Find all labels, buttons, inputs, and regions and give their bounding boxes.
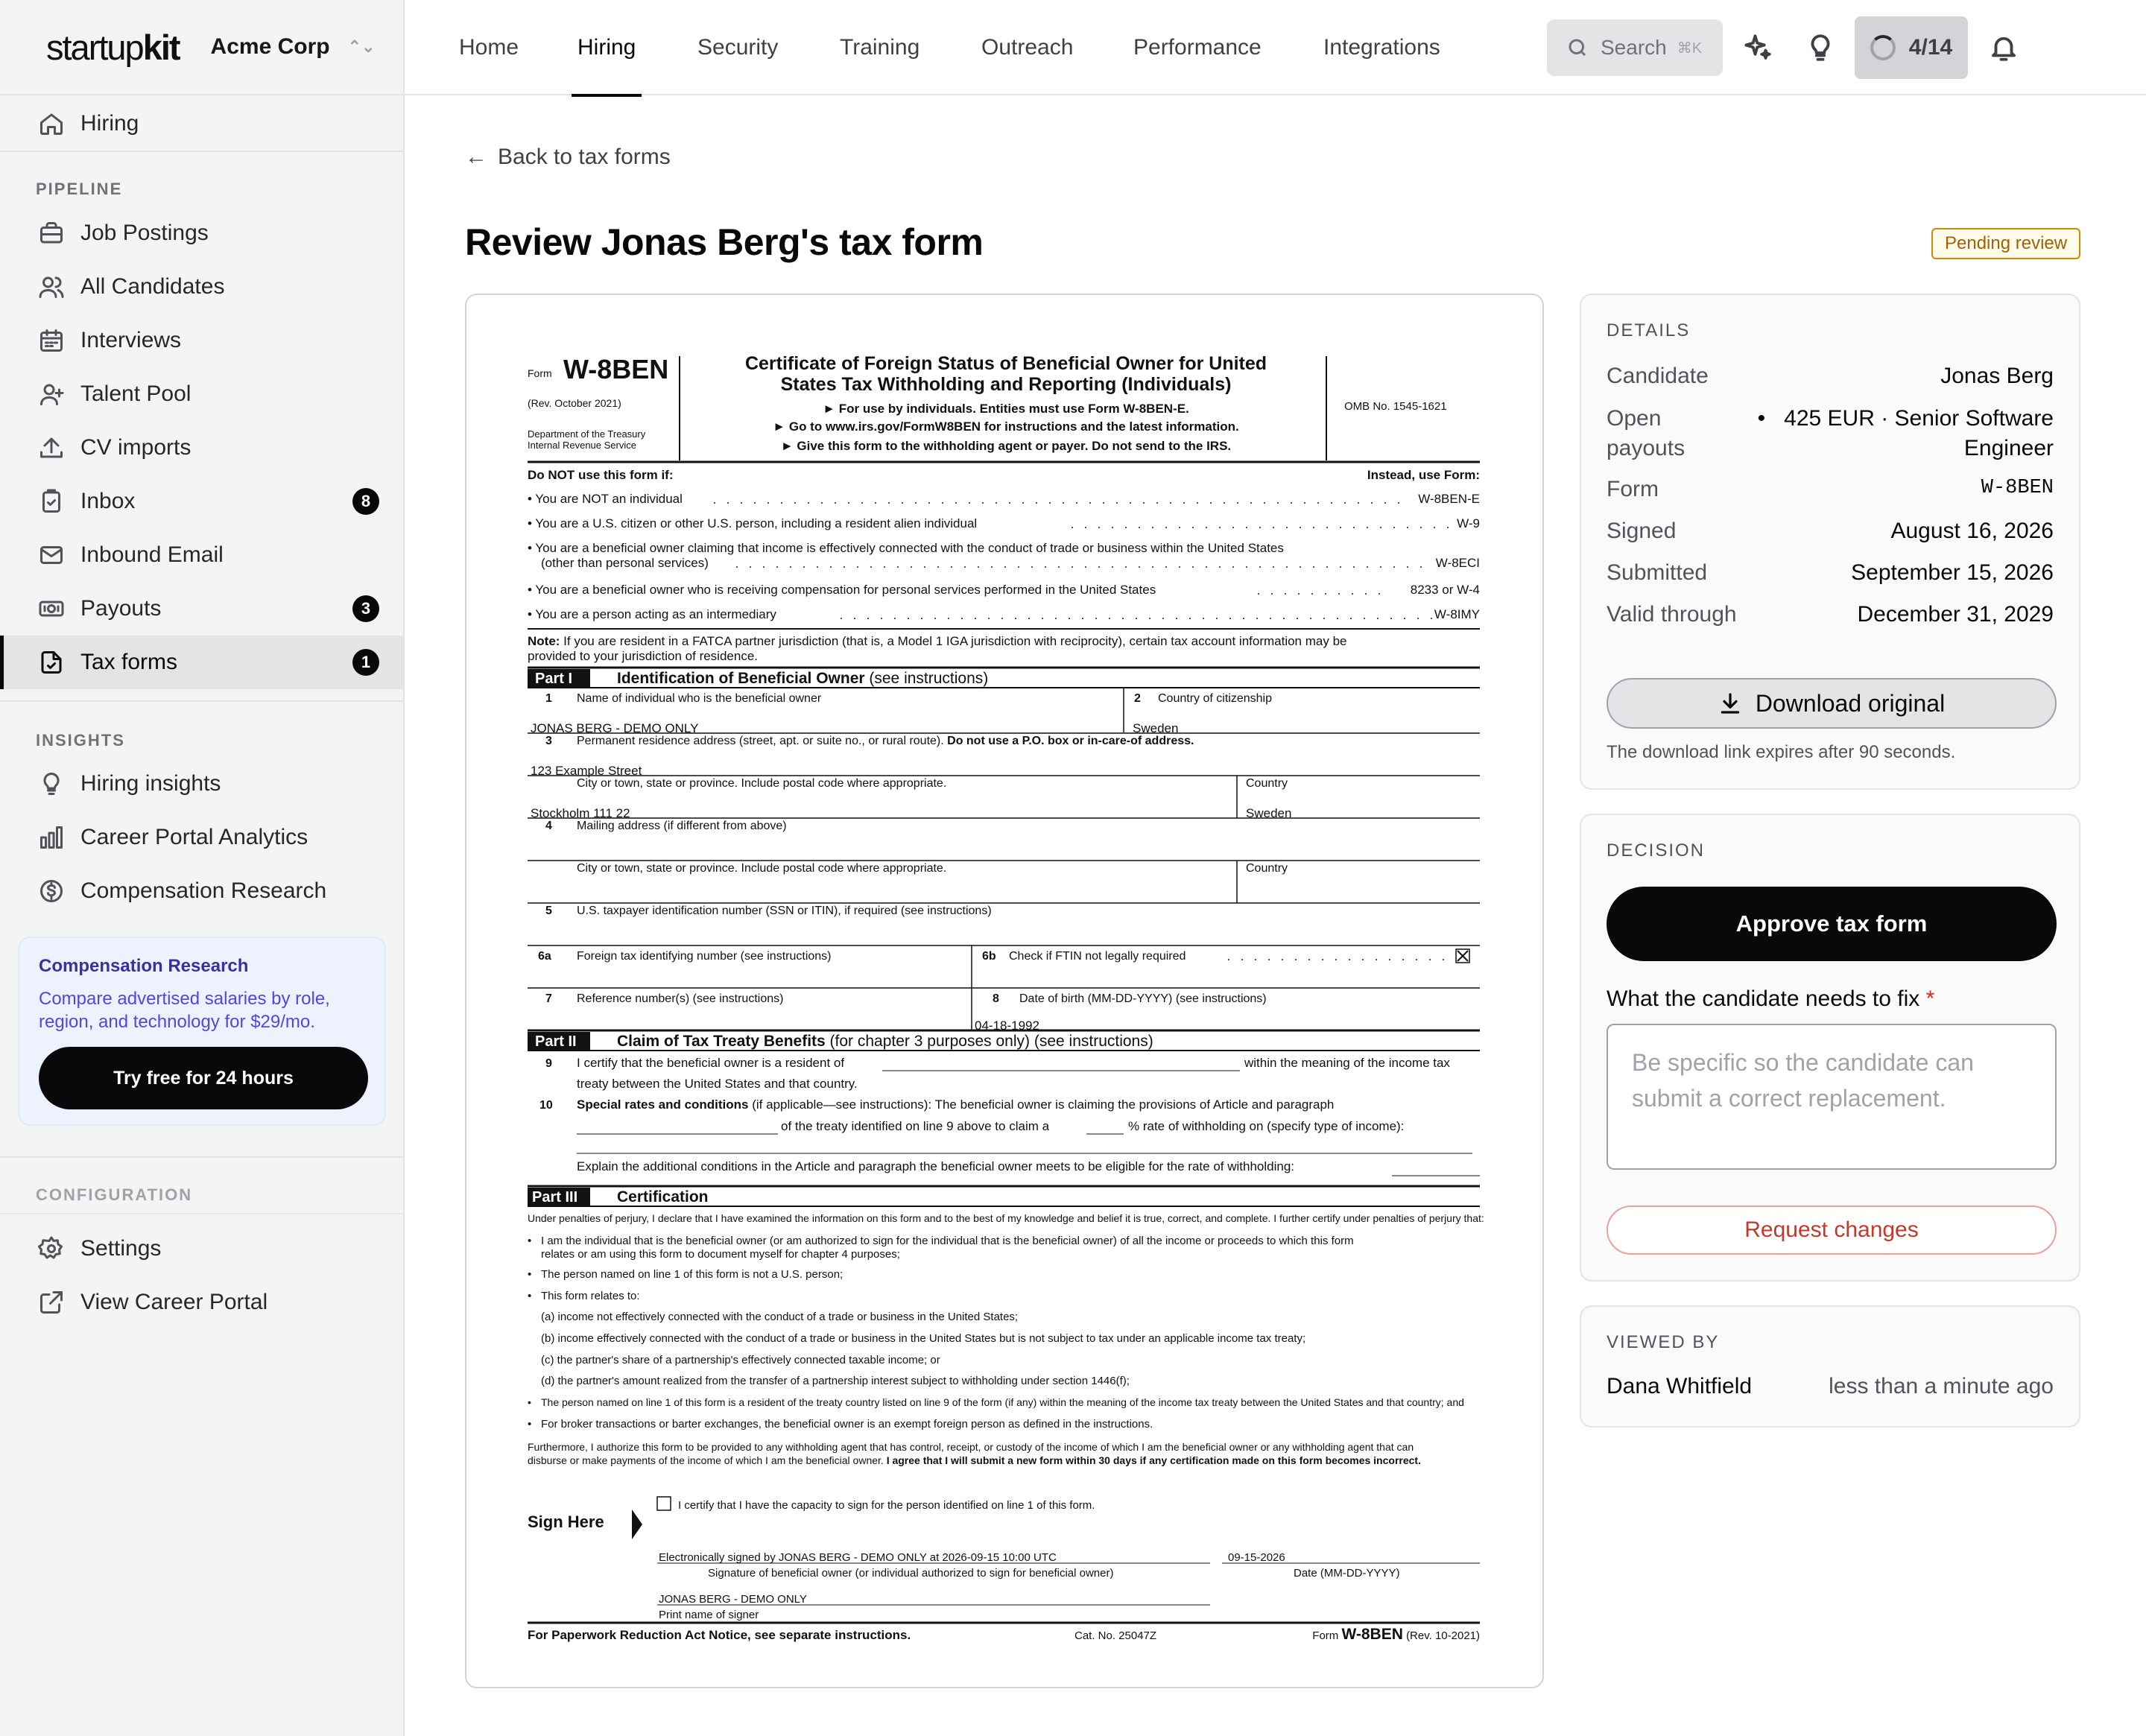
svg-text:5: 5 xyxy=(545,905,552,917)
search-button[interactable] xyxy=(1547,19,1723,76)
try-free-button[interactable]: Try free for 24 hours xyxy=(39,1047,368,1109)
decision-card xyxy=(1580,814,2080,1282)
progress-ring-icon xyxy=(1870,35,1896,60)
sidebar-item-payouts[interactable]: Payouts 3 xyxy=(0,582,403,636)
svg-text:Part II: Part II xyxy=(535,1033,577,1050)
sidebar-item-career-portal-analytics[interactable]: Career Portal Analytics xyxy=(0,811,403,864)
sidebar-item-all-candidates[interactable]: All Candidates xyxy=(0,260,403,314)
svg-text:I am the individual that is th: I am the individual that is the beneficial owner (or am authorized to sign for the individual that is the beneficial owner) of all the income or proceeds to which this form xyxy=(541,1235,1354,1247)
svg-text:Country: Country xyxy=(1246,862,1288,875)
bar-chart-icon xyxy=(37,823,66,852)
svg-text:► Go to www.irs.gov/FormW8BEN: ► Go to www.irs.gov/FormW8BEN for instructions and the latest information. xyxy=(773,419,1239,434)
svg-text:I certify that I have the capa: I certify that I have the capacity to sign for the person identified on line 1 of this form. xyxy=(678,1499,1095,1512)
sidebar-item-hiring[interactable]: Hiring xyxy=(0,97,403,151)
svg-text:treaty between the United Stat: treaty between the United States and that country. xyxy=(577,1077,858,1091)
tax-form-preview xyxy=(465,294,1544,1688)
tab-outreach[interactable]: Outreach xyxy=(981,35,1074,60)
svg-text:of the treaty identified on li: of the treaty identified on line 9 above to claim a xyxy=(781,1119,1050,1133)
promo-title: Compensation Research xyxy=(39,956,249,976)
svg-text:W-8BEN-E: W-8BEN-E xyxy=(1418,492,1480,506)
viewed-by-card xyxy=(1580,1305,2080,1428)
svg-text:% rate of withholding on (spec: % rate of withholding on (specify type of income): xyxy=(1128,1119,1405,1133)
svg-text:OMB No. 1545-1621: OMB No. 1545-1621 xyxy=(1344,400,1447,413)
svg-text:8233 or W-4: 8233 or W-4 xyxy=(1410,583,1480,597)
svg-text:3: 3 xyxy=(545,735,552,747)
onboarding-progress-button[interactable] xyxy=(1855,16,1968,79)
svg-text:City or town, state or provinc: City or town, state or province. Include postal code where appropriate. xyxy=(577,777,947,790)
svg-text:The person named on line 1 of: The person named on line 1 of this form is not a U.S. person; xyxy=(541,1268,843,1281)
viewer-name: Dana Whitfield xyxy=(1607,1374,1753,1398)
svg-text:• You are NOT an individual: • You are NOT an individual xyxy=(528,492,683,506)
svg-text:disburse or make payments of t: disburse or make payments of the income of which I am the beneficial owner. I agree that I will submit a new form within 30 days if any certification made on this form becomes incorrect. xyxy=(528,1454,1421,1466)
svg-text:The person named on line 1 of: The person named on line 1 of this form is a resident of the treaty country listed on line 9 of the form (if any) within the meaning of the income tax treaty between the United States and that country; and xyxy=(541,1396,1464,1408)
svg-text:• You are a U.S. citizen or ot: • You are a U.S. citizen or other U.S. person, including a resident alien individual xyxy=(528,516,978,530)
clipboard-check-icon xyxy=(37,487,66,516)
details-heading: DETAILS xyxy=(1607,320,1691,340)
svg-text:Reference number(s) (see instr: Reference number(s) (see instructions) xyxy=(577,992,784,1005)
svg-text:(c) the partner's share of a p: (c) the partner's share of a partnership's effectively connected taxable income; or xyxy=(541,1354,940,1366)
user-plus-icon xyxy=(37,380,66,408)
tab-security[interactable]: Security xyxy=(697,35,779,60)
detail-valid-through: Valid through December 31, 2029 xyxy=(1607,602,2054,627)
svg-text:Certification: Certification xyxy=(617,1188,709,1206)
svg-text:Furthermore, I authorize this: Furthermore, I authorize this form to be provided to any withholding agent that has control, receipt, or custody of the income of which I am the beneficial owner or any withholding agent that can xyxy=(528,1441,1414,1453)
svg-text:Explain the additional conditi: Explain the additional conditions in the Article and paragraph the beneficial owner meets to be eligible for the rate of withholding: xyxy=(577,1159,1294,1173)
detail-candidate: Candidate Jonas Berg xyxy=(1607,364,2054,388)
svg-text:W-9: W-9 xyxy=(1457,516,1480,530)
svg-text:• You are a person acting as a: • You are a person acting as an intermediary xyxy=(528,607,776,621)
fix-field-label: What the candidate needs to fix * xyxy=(1607,986,1935,1011)
tax-forms-count-badge: 1 xyxy=(352,649,379,676)
request-changes-button[interactable]: Request changes xyxy=(1607,1206,2057,1255)
detail-submitted: Submitted September 15, 2026 xyxy=(1607,560,2054,585)
svg-text:•: • xyxy=(528,1418,532,1431)
svg-text:Stockholm 111 22: Stockholm 111 22 xyxy=(531,806,630,820)
briefcase-icon xyxy=(37,219,66,247)
external-link-icon xyxy=(37,1288,66,1317)
svg-text:(a) income not effectively con: (a) income not effectively connected with the conduct of a trade or business in the United States; xyxy=(541,1311,1019,1323)
svg-text:Part I: Part I xyxy=(535,671,573,687)
svg-text:4: 4 xyxy=(545,820,552,832)
svg-text:Form: Form xyxy=(528,367,552,379)
svg-text:2: 2 xyxy=(1134,692,1141,705)
chevron-updown-icon: ⌃⌄ xyxy=(347,37,376,56)
svg-text:Department of the Treasury: Department of the Treasury xyxy=(528,428,646,440)
promo-text: Compare advertised salaries by role, region, and technology for $29/mo. xyxy=(39,989,330,1032)
status-badge: Pending review xyxy=(1931,228,2080,259)
bell-icon[interactable] xyxy=(1986,30,2022,66)
svg-text:123 Example Street: 123 Example Street xyxy=(531,764,642,778)
dollar-circle-icon xyxy=(37,877,66,905)
sidebar-item-hiring-insights[interactable]: Hiring insights xyxy=(0,757,403,811)
svg-text:Mailing address (if different: Mailing address (if different from above) xyxy=(577,820,787,832)
mail-icon xyxy=(37,541,66,569)
sidebar-divider xyxy=(0,1156,403,1158)
svg-text:Date of birth (MM-DD-YYYY) (se: Date of birth (MM-DD-YYYY) (see instructions) xyxy=(1019,992,1267,1005)
svg-text:W-8IMY: W-8IMY xyxy=(1434,607,1480,621)
sidebar-item-job-postings[interactable]: Job Postings xyxy=(0,206,403,260)
svg-text:•: • xyxy=(528,1396,531,1408)
sidebar-item-compensation-research[interactable]: Compensation Research xyxy=(0,864,403,918)
svg-text:(Rev. October 2021): (Rev. October 2021) xyxy=(528,397,621,409)
org-switcher[interactable] xyxy=(211,34,376,60)
svg-text:•: • xyxy=(528,1235,532,1247)
section-insights: INSIGHTS xyxy=(36,731,125,750)
file-check-icon xyxy=(37,648,66,677)
svg-text:(b) income effectively connect: (b) income effectively connected with the conduct of a trade or business in the United States but is not subject to tax under an applicable income tax treaty; xyxy=(541,1332,1306,1345)
svg-text:9: 9 xyxy=(545,1057,552,1070)
sidebar-item-settings[interactable]: Settings xyxy=(0,1222,403,1276)
svg-text:W-8ECI: W-8ECI xyxy=(1435,556,1480,570)
tab-home[interactable]: Home xyxy=(459,35,519,60)
tab-training[interactable]: Training xyxy=(840,35,920,60)
page-title: Review Jonas Berg's tax form xyxy=(465,221,984,263)
svg-text:Name of individual who is the: Name of individual who is the beneficial owner xyxy=(577,692,822,705)
svg-text:JONAS BERG - DEMO ONLY: JONAS BERG - DEMO ONLY xyxy=(659,1593,807,1606)
svg-text:W-8BEN: W-8BEN xyxy=(563,354,669,384)
svg-text:Check if FTIN not legally requ: Check if FTIN not legally required xyxy=(1009,950,1186,963)
arrow-left-icon: ← xyxy=(465,145,487,169)
inbox-count-badge: 8 xyxy=(352,488,379,515)
svg-text:States Tax Withholding and Rep: States Tax Withholding and Reporting (Individuals) xyxy=(780,374,1232,395)
svg-text:Note: If you are resident in a: Note: If you are resident in a FATCA partner jurisdiction (that is, a Model 1 IGA jurisdiction with reciprocity), certain tax account information may be xyxy=(528,634,1347,648)
svg-text:Identification of Beneficial O: Identification of Beneficial Owner (see instructions) xyxy=(617,670,989,687)
svg-text:For Paperwork Reduction Act No: For Paperwork Reduction Act Notice, see separate instructions. xyxy=(528,1628,911,1642)
svg-text:10: 10 xyxy=(539,1099,553,1112)
svg-text:relates or am using this form: relates or am using this form to document myself for chapter 4 purposes; xyxy=(541,1248,900,1261)
back-to-tax-forms-link[interactable]: ← Back to tax forms xyxy=(465,145,671,169)
svg-text:For broker transactions or bar: For broker transactions or barter exchanges, the beneficial owner is an exempt foreign person as defined in the instructions. xyxy=(541,1418,1153,1431)
sparkles-icon[interactable] xyxy=(1740,30,1776,66)
svg-text:Special rates and conditions (: Special rates and conditions (if applicable—see instructions): The beneficial owner is claiming the provisions of Article and paragraph xyxy=(577,1097,1335,1112)
svg-text:provided to your jurisdiction: provided to your jurisdiction of residence. xyxy=(528,649,758,663)
sidebar-item-cv-imports[interactable]: CV imports xyxy=(0,421,403,475)
svg-text:Under penalties of perjury, I: Under penalties of perjury, I declare that I have examined the information on this form and to the best of my knowledge and belief it is true, correct, and complete. I further certify under penalties of perjury that: xyxy=(528,1212,1484,1224)
section-configuration: CONFIGURATION xyxy=(36,1185,193,1204)
fix-description-textarea[interactable]: Be specific so the candidate can submit a correct replacement. xyxy=(1607,1024,2057,1170)
svg-text:Electronically signed by JONAS: Electronically signed by JONAS BERG - DEMO ONLY at 2026-09-15 10:00 UTC xyxy=(659,1551,1057,1564)
section-pipeline: PIPELINE xyxy=(36,180,123,198)
banknote-icon xyxy=(37,595,66,623)
svg-text:Permanent residence address (s: Permanent residence address (street, apt. or suite no., or rural route). Do not use a P.O. box or in-care-of address. xyxy=(577,735,1194,747)
sidebar-item-inbound-email[interactable]: Inbound Email xyxy=(0,528,403,582)
svg-text:8: 8 xyxy=(993,992,999,1005)
svg-text:6b: 6b xyxy=(982,950,996,963)
svg-text:Form W-8BEN (Rev. 10-2021): Form W-8BEN (Rev. 10-2021) xyxy=(1312,1626,1480,1643)
svg-text:Sweden: Sweden xyxy=(1133,721,1179,735)
search-placeholder: Search xyxy=(1601,36,1667,59)
svg-text:Sign Here: Sign Here xyxy=(528,1512,604,1531)
svg-text:► For use by individuals. Enti: ► For use by individuals. Entities must use Form W-8BEN-E. xyxy=(823,402,1189,416)
svg-text:U.S. taxpayer identification n: U.S. taxpayer identification number (SSN or ITIN), if required (see instructions) xyxy=(577,905,992,917)
svg-text:JONAS BERG - DEMO ONLY: JONAS BERG - DEMO ONLY xyxy=(531,721,699,735)
sidebar-divider xyxy=(0,151,403,152)
search-shortcut: ⌘K xyxy=(1677,39,1703,57)
svg-text:Part III: Part III xyxy=(532,1189,578,1206)
calendar-icon xyxy=(37,326,66,355)
svg-text:09-15-2026: 09-15-2026 xyxy=(1228,1551,1285,1564)
download-original-button[interactable]: Download original xyxy=(1607,678,2057,729)
lightbulb-icon[interactable] xyxy=(1802,30,1838,66)
svg-text:Date (MM-DD-YYYY): Date (MM-DD-YYYY) xyxy=(1294,1567,1400,1580)
sidebar-item-tax-forms[interactable]: Tax forms 1 xyxy=(0,636,403,689)
home-icon xyxy=(37,110,66,138)
svg-text:Instead, use Form:: Instead, use Form: xyxy=(1367,468,1480,482)
svg-text:• You are a beneficial owner w: • You are a beneficial owner who is receiving compensation for personal services performed in the United States xyxy=(528,583,1156,597)
detail-open-payouts: Open payouts • 425 EUR · Senior Software Engineer xyxy=(1607,406,2054,460)
svg-text:Cat. No. 25047Z: Cat. No. 25047Z xyxy=(1074,1629,1157,1642)
details-card xyxy=(1580,294,2080,790)
tab-performance[interactable]: Performance xyxy=(1133,35,1262,60)
svg-text:Signature of beneficial owner: Signature of beneficial owner (or individual authorized to sign for beneficial owner) xyxy=(708,1567,1114,1580)
sidebar-item-inbox[interactable]: Inbox 8 xyxy=(0,475,403,528)
svg-text:6a: 6a xyxy=(538,950,551,963)
svg-text:Country of citizenship: Country of citizenship xyxy=(1158,692,1272,705)
tab-hiring[interactable]: Hiring xyxy=(577,0,636,95)
svg-text:•: • xyxy=(528,1290,532,1302)
svg-text:City or town, state or provinc: City or town, state or province. Include postal code where appropriate. xyxy=(577,862,947,875)
svg-text:04-18-1992: 04-18-1992 xyxy=(975,1019,1039,1033)
decision-heading: DECISION xyxy=(1607,840,1706,861)
viewer-time: less than a minute ago xyxy=(1829,1374,2054,1398)
sidebar-header xyxy=(0,0,403,95)
top-nav xyxy=(405,0,2146,95)
detail-signed: Signed August 16, 2026 xyxy=(1607,519,2054,543)
svg-text:This form relates to:: This form relates to: xyxy=(541,1290,640,1302)
svg-text:Print name of signer: Print name of signer xyxy=(659,1609,759,1621)
tab-integrations[interactable]: Integrations xyxy=(1323,35,1440,60)
sidebar-item-talent-pool[interactable]: Talent Pool xyxy=(0,367,403,421)
svg-text:within the meaning of the inco: within the meaning of the income tax xyxy=(1244,1056,1450,1070)
upload-icon xyxy=(37,434,66,462)
sidebar-item-interviews[interactable]: Interviews xyxy=(0,314,403,367)
svg-text:Do NOT use this form if:: Do NOT use this form if: xyxy=(528,468,674,482)
sidebar-divider xyxy=(0,1213,403,1214)
svg-text:• You are a beneficial owner c: • You are a beneficial owner claiming that income is effectively connected with the conduct of trade or business within the United States xyxy=(528,541,1284,555)
svg-text:Sweden: Sweden xyxy=(1246,806,1292,820)
svg-text:Certificate of Foreign Status: Certificate of Foreign Status of Beneficial Owner for United xyxy=(744,353,1267,374)
svg-text:Claim of Tax Treaty Benefits (: Claim of Tax Treaty Benefits (for chapter 3 purposes only) (see instructions) xyxy=(617,1033,1153,1050)
viewed-by-heading: VIEWED BY xyxy=(1607,1332,1720,1352)
approve-tax-form-button[interactable]: Approve tax form xyxy=(1607,887,2057,961)
svg-text:Country: Country xyxy=(1246,777,1288,790)
progress-count: 4/14 xyxy=(1908,35,1953,60)
svg-text:(other than personal services): (other than personal services) xyxy=(541,556,709,570)
search-icon xyxy=(1566,37,1589,59)
svg-text:(d) the partner's amount reali: (d) the partner's amount realized from the transfer of a partnership interest subject to withholding under section 1446(f); xyxy=(541,1375,1130,1387)
svg-text:Foreign tax identifying number: Foreign tax identifying number (see instructions) xyxy=(577,950,832,963)
lightbulb-icon xyxy=(37,770,66,798)
svg-text:1: 1 xyxy=(545,692,552,705)
svg-text:7: 7 xyxy=(545,992,552,1005)
logo[interactable]: startupkit xyxy=(46,27,180,67)
sidebar xyxy=(0,0,405,1736)
org-name: Acme Corp xyxy=(210,34,330,59)
sidebar-divider xyxy=(0,700,403,702)
viewer-row xyxy=(1607,1374,2054,1399)
svg-text:► Give this form to the withho: ► Give this form to the withholding agent or payer. Do not send to the IRS. xyxy=(780,439,1232,453)
w8ben-form-image xyxy=(528,340,1489,1651)
users-icon xyxy=(37,273,66,301)
gear-icon xyxy=(37,1235,66,1263)
payouts-count-badge: 3 xyxy=(352,595,379,622)
svg-text:•: • xyxy=(528,1268,532,1281)
svg-text:Internal Revenue Service: Internal Revenue Service xyxy=(528,440,636,451)
sidebar-item-view-career-portal[interactable]: View Career Portal xyxy=(0,1276,403,1329)
detail-form: Form W-8BEN xyxy=(1607,477,2054,501)
promo-card xyxy=(18,937,386,1126)
download-icon xyxy=(1718,691,1742,715)
svg-text:I certify that the beneficial: I certify that the beneficial owner is a resident of xyxy=(577,1056,845,1070)
download-note: The download link expires after 90 seconds. xyxy=(1607,742,1956,762)
